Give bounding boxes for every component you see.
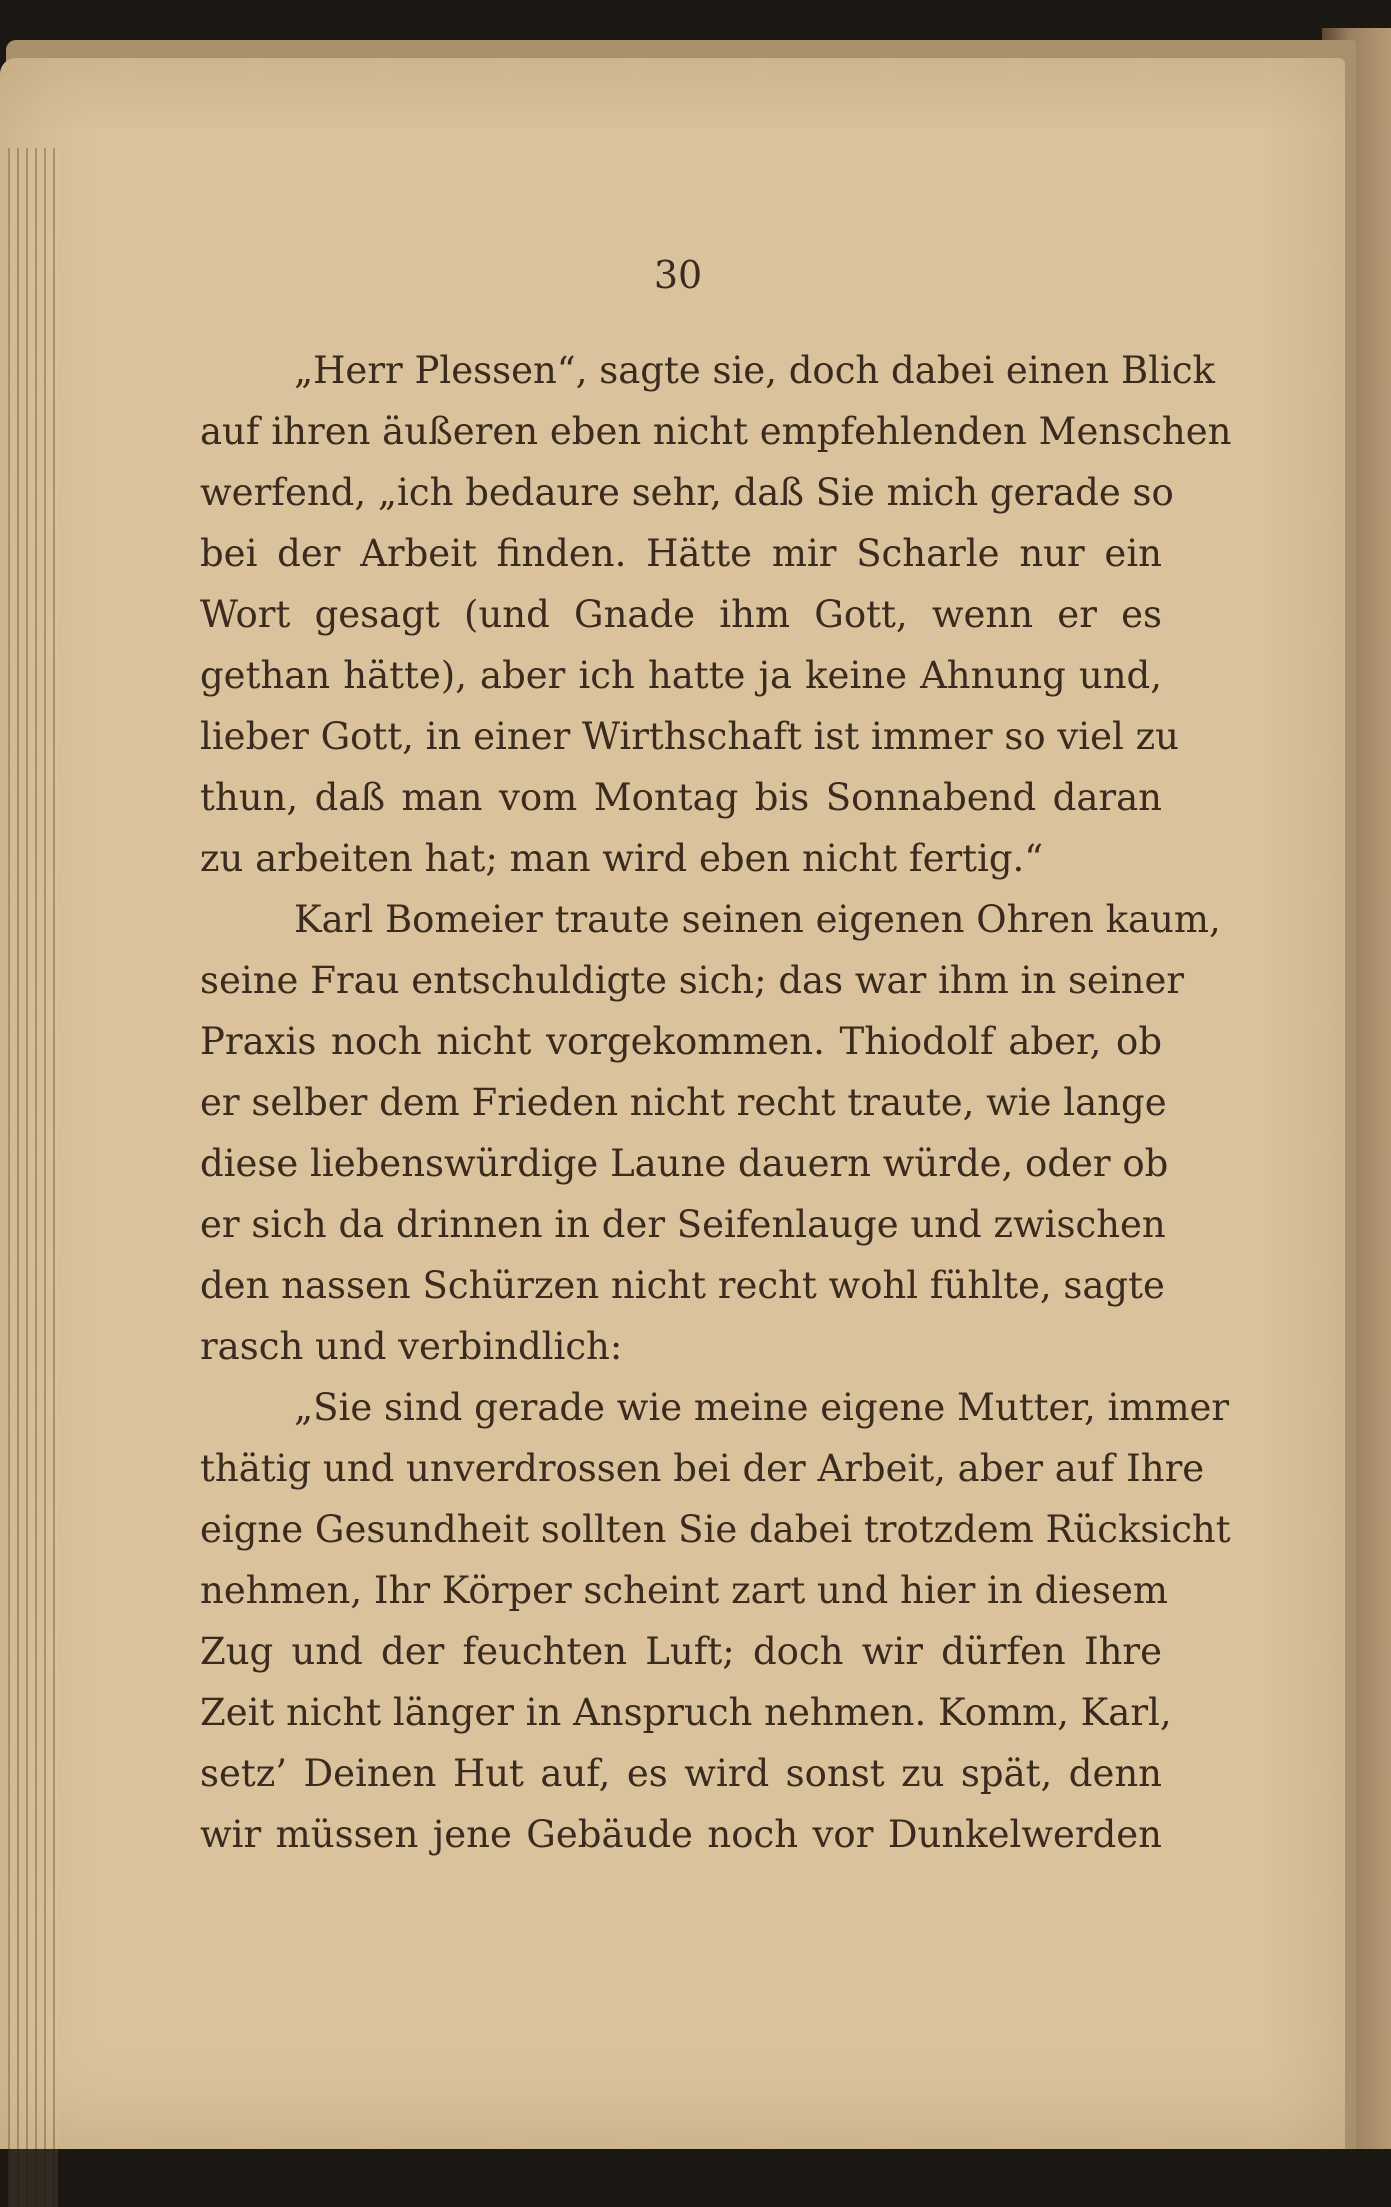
text-line: wir müssen jene Gebäude noch vor Dunkelwerden [200, 1813, 1162, 1856]
text-line: zu arbeiten hat; man wird eben nicht fertig.“ [200, 837, 1044, 880]
text-line: setz’ Deinen Hut auf, es wird sonst zu spät, denn [200, 1752, 1162, 1795]
body-text [200, 340, 1232, 1865]
text-line: Zeit nicht länger in Anspruch nehmen. Komm, Karl, [200, 1691, 1172, 1734]
text-line: Karl Bomeier traute seinen eigenen Ohren kaum, [294, 898, 1221, 941]
text-line: lieber Gott, in einer Wirthschaft ist immer so viel zu [200, 715, 1179, 758]
text-line: nehmen, Ihr Körper scheint zart und hier in diesem [200, 1569, 1168, 1612]
text-line: auf ihren äußeren eben nicht empfehlenden Menschen [200, 410, 1232, 453]
text-line: diese liebenswürdige Laune dauern würde, oder ob [200, 1142, 1169, 1185]
text-line: Zug und der feuchten Luft; doch wir dürfen Ihre [200, 1630, 1162, 1673]
text-line: eigne Gesundheit sollten Sie dabei trotzdem Rücksicht [200, 1508, 1231, 1551]
text-line: thätig und unverdrossen bei der Arbeit, aber auf Ihre [200, 1447, 1205, 1490]
text-line: thun, daß man vom Montag bis Sonnabend daran [200, 776, 1162, 819]
text-line: bei der Arbeit finden. Hätte mir Scharle nur ein [200, 532, 1162, 575]
page-edges [8, 148, 58, 2207]
text-line: rasch und verbindlich: [200, 1325, 623, 1368]
text-line: er sich da drinnen in der Seifenlauge und zwischen [200, 1203, 1166, 1246]
text-line: gethan hätte), aber ich hatte ja keine Ahnung und, [200, 654, 1162, 697]
text-line: den nassen Schürzen nicht recht wohl fühlte, sagte [200, 1264, 1165, 1307]
text-line: er selber dem Frieden nicht recht traute, wie lange [200, 1081, 1167, 1124]
text-line: werfend, „ich bedaure sehr, daß Sie mich gerade so [200, 471, 1174, 514]
page-number: 30 [653, 253, 703, 297]
text-line: „Sie sind gerade wie meine eigene Mutter, immer [294, 1386, 1230, 1429]
text-line: seine Frau entschuldigte sich; das war ihm in seiner [200, 959, 1185, 1002]
text-line: Praxis noch nicht vorgekommen. Thiodolf aber, ob [200, 1020, 1162, 1063]
text-line: „Herr Plessen“, sagte sie, doch dabei einen Blick [294, 349, 1215, 392]
text-line: Wort gesagt (und Gnade ihm Gott, wenn er es [200, 593, 1162, 636]
